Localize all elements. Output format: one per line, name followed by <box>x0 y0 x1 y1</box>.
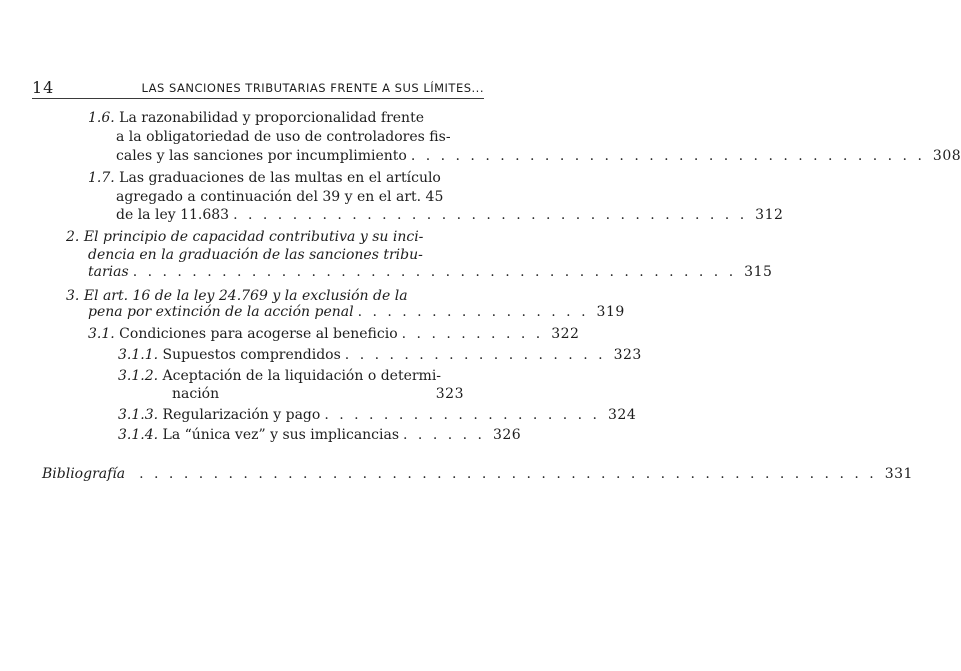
toc-entry-3-1-2-line-2 <box>172 384 464 404</box>
toc-page-number: 323 <box>613 347 642 363</box>
dot-leader: . . . . . . <box>403 427 485 443</box>
toc-entry-title: Bibliografía <box>42 466 126 482</box>
toc-entry-1-7-line-2 <box>116 187 456 207</box>
toc-entry-number: 3.1.1. <box>118 347 159 363</box>
toc-entry-3-1 <box>88 324 580 344</box>
toc-page-number: 308 <box>932 148 961 164</box>
toc-entry-title: El principio de capacidad contributiva y su inci- <box>83 229 424 245</box>
toc-entry-number: 3. <box>66 288 80 304</box>
toc-entry-title: Supuestos comprendidos <box>162 347 341 363</box>
dot-leader: . . . . . . . . . . <box>401 326 544 342</box>
toc-entry-1-7-line-3 <box>116 205 784 225</box>
toc-entry-3-1-1 <box>118 345 642 365</box>
toc-entry-number: 3.1. <box>88 326 115 342</box>
toc-entry-title: Regularización y pago <box>162 407 321 423</box>
toc-entry-title-continued: nación <box>172 386 220 402</box>
toc-page-number: 331 <box>884 466 913 482</box>
toc-entry-1-6-line-3 <box>116 146 961 166</box>
toc-entry-number: 3.1.2. <box>118 368 159 384</box>
toc-page-number: 322 <box>551 326 580 342</box>
toc-entry-3-1-2-line-1 <box>118 366 464 386</box>
dot-leader: . . . . . . . . . . . . . . . . . . . . . . . . . . . . . . . . . . . . . . . . . . . . . . . . . . <box>139 466 877 482</box>
toc-entry-title: La “única vez” y sus implicancias <box>162 427 400 443</box>
toc-entry-title: Condiciones para acogerse al beneficio <box>119 326 398 342</box>
toc-entry-title-continued: cales y las sanciones por incumplimiento <box>116 148 407 164</box>
toc-entry-3-1-4 <box>118 425 522 445</box>
toc-entry-1-7-line-1 <box>88 168 458 188</box>
running-title: LAS SANCIONES TRIBUTARIAS FRENTE A SUS LÍMITES... <box>141 81 484 95</box>
toc-entry-number: 3.1.3. <box>118 407 159 423</box>
toc-entry-title-continued: pena por extinción de la acción penal <box>88 304 354 320</box>
toc-entry-1-6-line-1 <box>88 108 458 128</box>
toc-entry-2-line-3 <box>88 262 773 282</box>
toc-page-number: 326 <box>492 427 522 443</box>
toc-entry-3-1-3 <box>118 405 637 425</box>
page-number: 14 <box>32 78 55 97</box>
toc-entry-number: 1.7. <box>88 170 115 186</box>
toc-entry-3-line-2 <box>88 302 625 322</box>
toc-entry-number: 3.1.4. <box>118 427 159 443</box>
toc-entry-1-6-line-2 <box>116 127 456 147</box>
toc-entry-number: 2. <box>66 229 80 245</box>
toc-page-number: 315 <box>744 264 773 280</box>
dot-leader: . . . . . . . . . . . . . . . . <box>357 304 589 320</box>
toc-entry-title-continued: de la ley 11.683 <box>116 207 230 223</box>
toc-page-number: 324 <box>608 407 637 423</box>
toc-entry-bibliografia <box>42 464 913 484</box>
toc-page-number: 319 <box>596 304 625 320</box>
toc-entry-title-continued: a la obligatoriedad de uso de controladores fis- <box>116 129 451 145</box>
toc-entry-2-line-1 <box>66 227 458 247</box>
toc-entry-title-continued: tarias <box>88 264 129 280</box>
toc-page-number: 323 <box>435 386 464 402</box>
toc-page-number: 312 <box>755 207 784 223</box>
toc-entry-title-continued: agregado a continuación del 39 y en el art. 45 <box>116 189 444 205</box>
toc-entry-title-continued: dencia en la graduación de las sanciones tribu- <box>88 247 423 263</box>
toc-entry-title: El art. 16 de la ley 24.769 y la exclusión de la <box>83 288 408 304</box>
toc-entry-number: 1.6. <box>88 110 115 126</box>
dot-leader: . . . . . . . . . . . . . . . . . . . . . . . . . . . . . . . . . . . <box>233 207 748 223</box>
dot-leader: . . . . . . . . . . . . . . . . . . . . . . . . . . . . . . . . . . . . . . . . . <box>132 264 737 280</box>
dot-leader: . . . . . . . . . . . . . . . . . . . <box>324 407 600 423</box>
toc-entry-title: La razonabilidad y proporcionalidad frente <box>119 110 424 126</box>
dot-leader: . . . . . . . . . . . . . . . . . . . . . . . . . . . . . . . . . . . <box>410 148 925 164</box>
dot-leader: . . . . . . . . . . . . . . . . . . <box>344 347 606 363</box>
toc-entry-title: Aceptación de la liquidación o determi- <box>162 368 442 384</box>
toc-entry-title: Las graduaciones de las multas en el artículo <box>119 170 441 186</box>
